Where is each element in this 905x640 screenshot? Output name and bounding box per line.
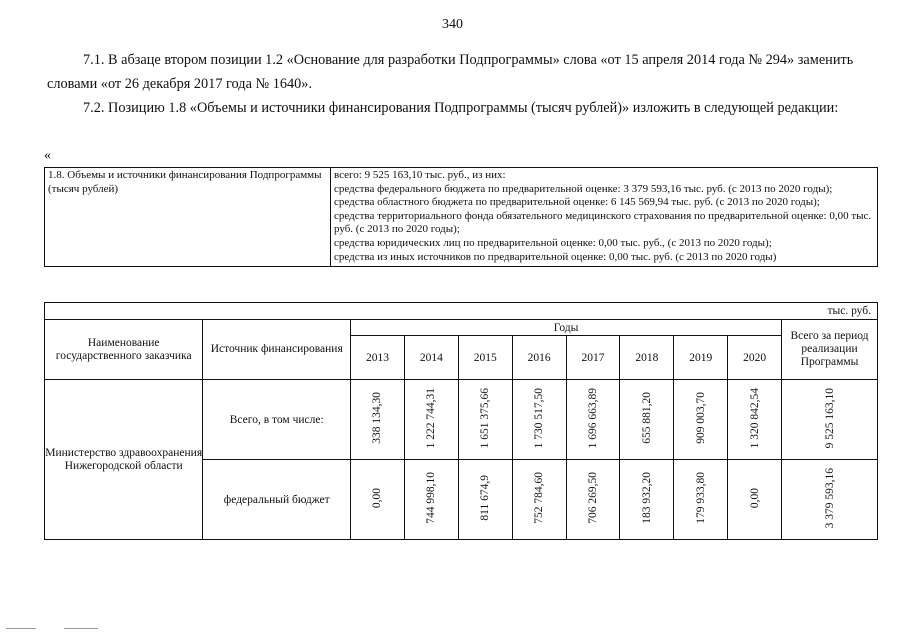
header-year: 2018	[620, 336, 674, 380]
paragraph-7-1	[47, 48, 859, 96]
value-cell	[566, 380, 620, 460]
units-label: тыс. руб.	[44, 302, 878, 320]
total-text: 9 525 163,10	[823, 387, 836, 449]
value-text: 1 222 744,31	[425, 387, 438, 449]
customer-name: Министерство здравоохранения Нижегородской области	[45, 380, 203, 540]
value-text: 183 932,20	[640, 472, 653, 524]
summary-row	[45, 168, 878, 267]
value-cell	[458, 460, 512, 540]
scan-mark	[6, 628, 36, 630]
page-number: 340	[442, 17, 463, 32]
header-year: 2014	[404, 336, 458, 380]
value-text: 744 998,10	[425, 472, 438, 524]
value-text: 909 003,70	[694, 392, 707, 444]
summary-table	[44, 167, 878, 267]
value-cell	[566, 460, 620, 540]
header-year: 2019	[674, 336, 728, 380]
value-text: 1 651 375,66	[479, 387, 492, 449]
summary-line: средства юридических лиц по предварительной оценке: 0,00 тыс. руб., (с 2013 по 2020 годы);	[334, 236, 772, 249]
table-row-total	[45, 380, 878, 460]
value-cell	[512, 460, 566, 540]
row-source: Всего, в том числе:	[203, 380, 351, 460]
value-cell	[404, 460, 458, 540]
scan-mark	[64, 628, 98, 630]
value-text: 1 730 517,50	[533, 387, 546, 449]
summary-label: 1.8. Объемы и источники финансирования Подпрограммы (тысяч рублей)	[45, 168, 331, 267]
opening-quote: «	[44, 148, 51, 163]
summary-line: средства федерального бюджета по предварительной оценке: 3 379 593,16 тыс. руб. (с 2013 по 2020 годы);	[334, 182, 833, 195]
paragraph-7-2-text: 7.2. Позицию 1.8 «Объемы и источники финансирования Подпрограммы (тысяч рублей)» изложить в следующей редакции:	[83, 100, 839, 116]
header-year: 2020	[728, 336, 782, 380]
summary-line: средства областного бюджета по предварительной оценке: 6 145 569,94 тыс. руб. (с 2013 по 2020 годы);	[334, 196, 820, 209]
value-text: 752 784,60	[533, 472, 546, 524]
header-year: 2017	[566, 336, 620, 380]
header-source: Источник финансирования	[203, 320, 351, 380]
header-years-group: Годы	[351, 320, 782, 336]
row-source: федеральный бюджет	[203, 460, 351, 540]
value-text: 179 933,80	[694, 472, 707, 524]
summary-line: средства территориального фонда обязательного медицинского страхования по предварительной оценке: 0,00 тыс. руб. (с 2013 по 2020 годы);	[334, 209, 872, 236]
value-cell	[458, 380, 512, 460]
value-text: 706 269,50	[586, 472, 599, 524]
total-cell	[782, 460, 878, 540]
value-cell	[512, 380, 566, 460]
header-row-top	[45, 320, 878, 336]
paragraph-7-2	[47, 96, 859, 120]
total-cell	[782, 380, 878, 460]
summary-line: всего: 9 525 163,10 тыс. руб., из них:	[334, 169, 506, 181]
value-cell	[674, 380, 728, 460]
value-cell	[620, 380, 674, 460]
value-cell	[351, 380, 405, 460]
header-year: 2016	[512, 336, 566, 380]
paragraph-7-1-text: 7.1. В абзаце втором позиции 1.2 «Основание для разработки Подпрограммы» слова «от 15 апреля 2014 года № 294» заменить словами «от 26 декабря 2017 года № 1640».	[47, 52, 854, 92]
value-text: 655 881,20	[640, 392, 653, 444]
value-text: 1 696 663,89	[586, 387, 599, 449]
value-cell	[728, 460, 782, 540]
value-text: 338 134,30	[371, 392, 384, 444]
value-cell	[728, 380, 782, 460]
header-year: 2013	[351, 336, 405, 380]
value-text: 0,00	[371, 487, 384, 509]
summary-text	[331, 168, 878, 267]
value-cell	[674, 460, 728, 540]
value-cell	[620, 460, 674, 540]
value-text: 811 674,9	[479, 475, 492, 521]
value-cell	[351, 460, 405, 540]
value-text: 0,00	[748, 487, 761, 509]
total-text: 3 379 593,16	[823, 467, 836, 529]
value-text: 1 320 842,54	[748, 387, 761, 449]
summary-line: средства из иных источников по предварительной оценке: 0,00 тыс. руб. (с 2013 по 2020 годы)	[334, 250, 777, 263]
financing-table	[44, 319, 878, 540]
header-customer: Наименование государственного заказчика	[45, 320, 203, 380]
header-total: Всего за период реализации Программы	[782, 320, 878, 380]
header-year: 2015	[458, 336, 512, 380]
value-cell	[404, 380, 458, 460]
